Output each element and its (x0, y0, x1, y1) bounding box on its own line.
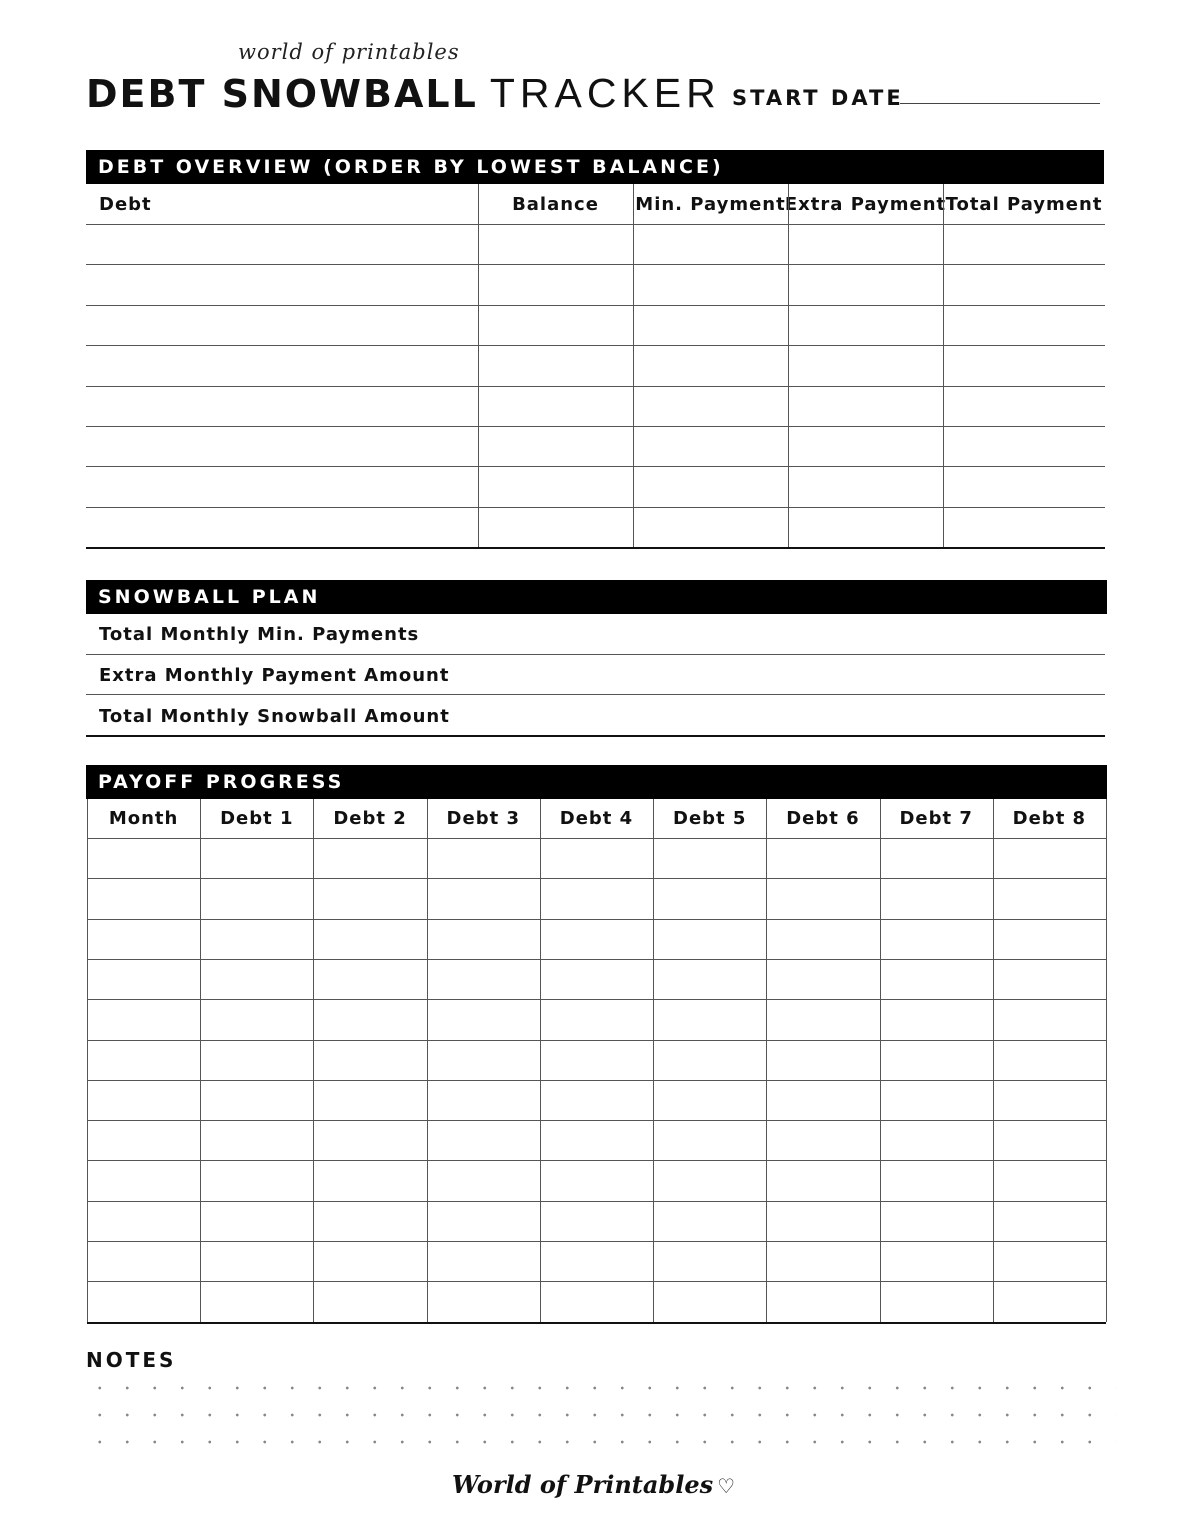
plan-row-label: Total Monthly Min. Payments (99, 623, 420, 645)
table-row[interactable] (87, 1120, 1106, 1160)
column-header-total-payment: Total Payment (945, 193, 1103, 215)
column-header-debt-3: Debt 3 (446, 808, 520, 829)
column-divider (788, 184, 789, 547)
table-row[interactable] (87, 878, 1106, 918)
table-row[interactable] (87, 1241, 1106, 1281)
column-divider (540, 799, 541, 1322)
divider (86, 735, 1105, 737)
page-title (86, 66, 721, 121)
table-row[interactable] (87, 999, 1106, 1039)
column-header-debt-6: Debt 6 (786, 808, 860, 829)
notes-dot-row[interactable] (86, 1413, 1116, 1417)
column-divider (200, 799, 201, 1322)
column-header-extra-payment: Extra Payment (784, 193, 947, 215)
plan-row-label: Total Monthly Snowball Amount (99, 705, 450, 727)
column-divider (766, 799, 767, 1322)
brand-script-logo: world of printables (238, 40, 460, 64)
table-bottom-border (86, 547, 1105, 549)
column-header-debt: Debt (99, 193, 152, 215)
notes-dot-row[interactable] (86, 1440, 1116, 1444)
start-date-field[interactable] (900, 103, 1100, 104)
column-divider (653, 799, 654, 1322)
column-header-debt-4: Debt 4 (559, 808, 634, 829)
column-header-month: Month (108, 808, 179, 829)
payoff-progress-header-bar (86, 765, 1107, 799)
table-row[interactable] (87, 919, 1106, 959)
column-divider (478, 184, 479, 547)
column-divider (87, 799, 88, 1322)
divider (86, 694, 1105, 695)
table-row[interactable] (87, 1281, 1106, 1321)
column-divider (1106, 799, 1107, 1322)
notes-dot-row[interactable] (86, 1386, 1116, 1390)
plan-row-extra-payment[interactable] (86, 655, 1105, 695)
start-date-label: START DATE (732, 86, 904, 110)
column-header-debt-5: Debt 5 (673, 808, 747, 829)
plan-row-label: Extra Monthly Payment Amount (99, 664, 450, 686)
debt-overview-title: DEBT OVERVIEW (ORDER BY LOWEST BALANCE) (98, 156, 724, 178)
column-header-debt-2: Debt 2 (333, 808, 407, 829)
table-row[interactable] (87, 838, 1106, 878)
table-row[interactable] (87, 1201, 1106, 1241)
snowball-plan-title: SNOWBALL PLAN (98, 586, 321, 608)
column-header-debt-7: Debt 7 (899, 808, 973, 829)
payoff-progress-title: PAYOFF PROGRESS (98, 771, 345, 793)
table-row[interactable] (86, 305, 1105, 345)
table-row[interactable] (86, 426, 1105, 466)
column-divider (313, 799, 314, 1322)
column-divider (993, 799, 994, 1322)
heart-icon: ♡ (717, 1474, 736, 1498)
debt-overview-header-bar (86, 150, 1104, 184)
table-row[interactable] (86, 466, 1105, 506)
plan-row-snowball-amount[interactable] (86, 696, 1105, 736)
table-row[interactable] (86, 507, 1105, 547)
notes-label: NOTES (86, 1348, 177, 1372)
column-header-debt-8: Debt 8 (1012, 808, 1087, 829)
table-row[interactable] (87, 1080, 1106, 1120)
table-row[interactable] (86, 345, 1105, 385)
snowball-plan-header-bar (86, 580, 1107, 614)
column-header-debt-1: Debt 1 (220, 808, 294, 829)
column-divider (880, 799, 881, 1322)
column-header-min-payment: Min. Payment (635, 193, 786, 215)
page-title-bold: DEBT SNOWBALL (86, 72, 478, 116)
table-row[interactable] (86, 386, 1105, 426)
table-row[interactable] (86, 224, 1105, 264)
column-header-balance: Balance (512, 193, 599, 215)
plan-row-min-payments[interactable] (86, 614, 1105, 654)
table-row[interactable] (87, 959, 1106, 999)
table-row[interactable] (86, 264, 1105, 304)
column-divider (427, 799, 428, 1322)
table-bottom-border (87, 1322, 1106, 1324)
footer-brand (0, 1470, 1187, 1499)
footer-brand-text: World of Printables (451, 1470, 714, 1499)
column-divider (943, 184, 944, 547)
table-row[interactable] (87, 1160, 1106, 1200)
table-row[interactable] (87, 1040, 1106, 1080)
column-divider (633, 184, 634, 547)
page-title-light: TRACKER (489, 70, 721, 116)
